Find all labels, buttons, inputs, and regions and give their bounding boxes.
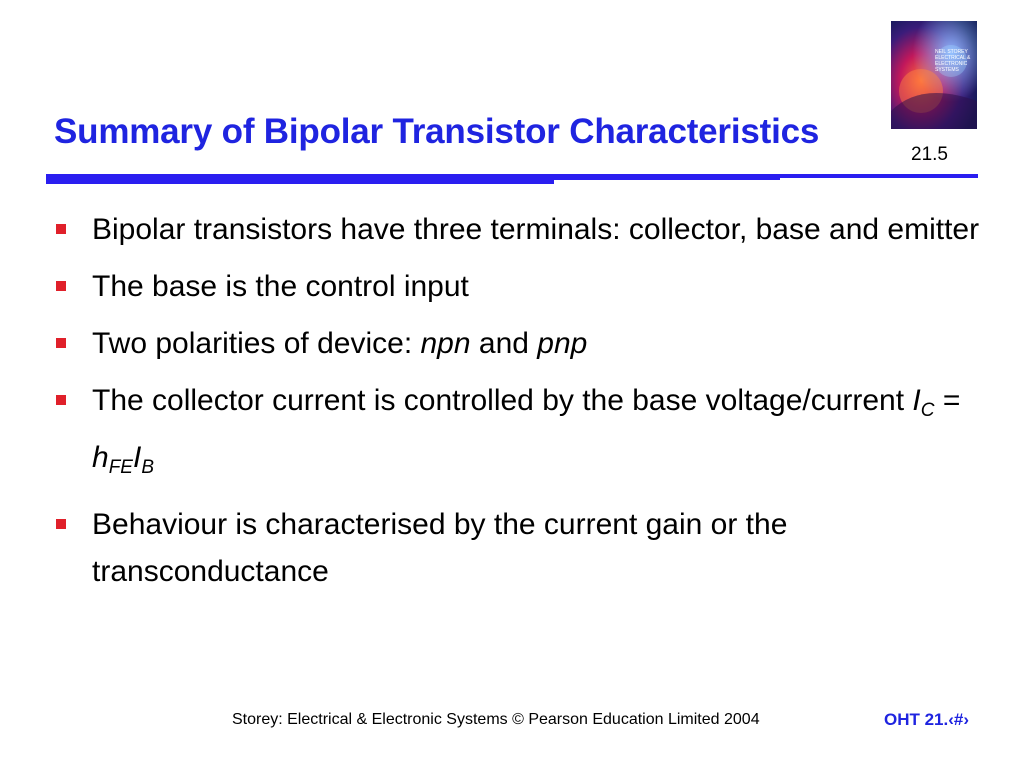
bullet-list — [56, 206, 986, 605]
bullet-text-part: Two polarities of device: — [92, 327, 421, 360]
bullet-text-part: and — [470, 327, 538, 360]
bullet-text-part: Bipolar transistors have three terminals: collector, base and emitter — [92, 213, 980, 246]
bullet-text-part: I — [912, 384, 921, 417]
bullet-text-part: C — [920, 400, 935, 421]
red-square-bullet-icon — [56, 519, 66, 529]
bullet-item — [56, 501, 986, 595]
red-square-bullet-icon — [56, 395, 66, 405]
book-cover-image — [891, 21, 977, 129]
red-square-bullet-icon — [56, 338, 66, 348]
bullet-text-part: pnp — [537, 327, 588, 360]
title-divider-accent-lower — [46, 178, 554, 184]
bullet-text — [92, 508, 787, 588]
bullet-text-part: The collector current is controlled by the base voltage/current — [92, 384, 913, 417]
red-square-bullet-icon — [56, 281, 66, 291]
bullet-text — [92, 213, 979, 246]
bullet-item — [56, 206, 986, 253]
footer-slide-code: OHT 21.‹#› — [884, 710, 970, 729]
slide-title: Summary of Bipolar Transistor Characteristics — [54, 112, 820, 151]
bullet-text — [92, 384, 961, 478]
bullet-text-part: Behaviour is characterised by the current gain or the transconductance — [92, 508, 788, 588]
footer-copyright: Storey: Electrical & Electronic Systems © Pearson Education Limited 2004 — [232, 711, 760, 728]
bullet-text-part: h — [92, 441, 109, 474]
cover-title-text: NEIL STOREY ELECTRICAL & ELECTRONIC SYSTEMS — [935, 49, 971, 73]
bullet-text-part: = — [934, 384, 961, 417]
bullet-text-part: FE — [108, 457, 133, 478]
red-square-bullet-icon — [56, 224, 66, 234]
bullet-text-part: B — [141, 457, 154, 478]
bullet-text — [92, 270, 469, 303]
bullet-item — [56, 377, 986, 491]
bullet-text-part: I — [132, 441, 142, 474]
bullet-text-part: npn — [420, 327, 471, 360]
bullet-item — [56, 263, 986, 310]
bullet-text — [92, 327, 587, 360]
bullet-text-part: The base is the control input — [92, 270, 469, 303]
slide-number: 21.5 — [911, 144, 948, 165]
bullet-item — [56, 320, 986, 367]
